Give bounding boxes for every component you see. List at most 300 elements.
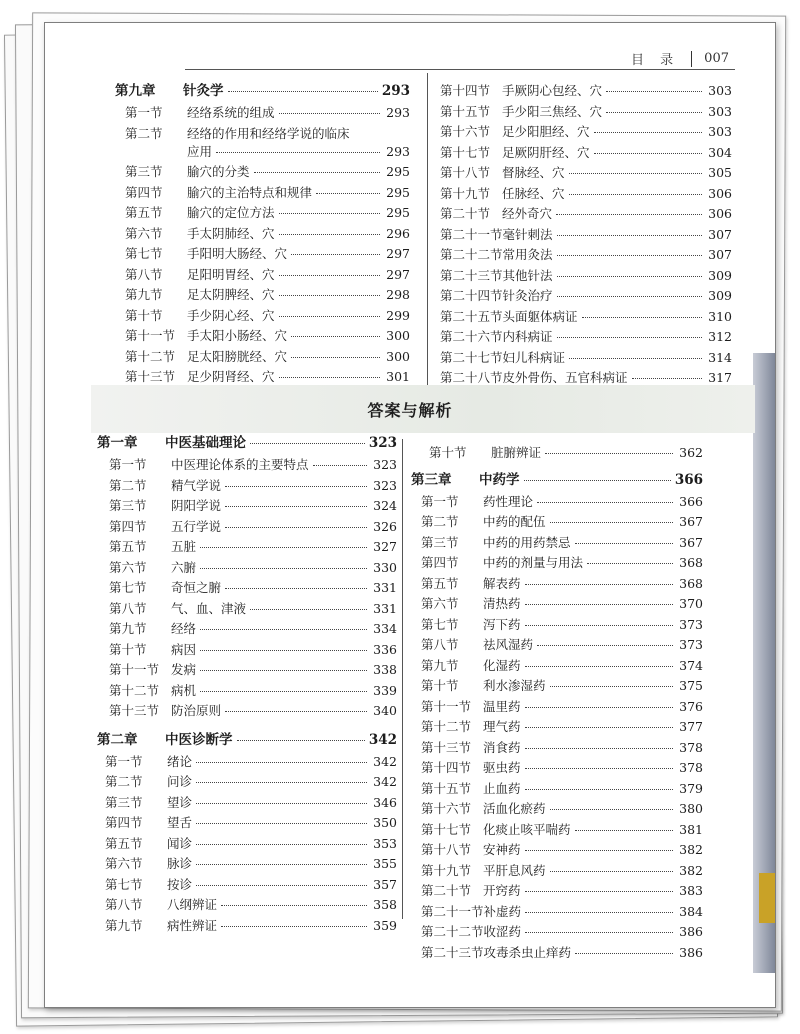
section-title: 攻毒杀虫止痒药 bbox=[483, 944, 572, 960]
section-page: 336 bbox=[373, 641, 397, 657]
leader-dots bbox=[228, 91, 378, 92]
section-page: 301 bbox=[386, 369, 410, 384]
section-title: 经络 bbox=[171, 621, 197, 636]
section-title: 妇儿科病证 bbox=[502, 349, 566, 365]
section-title: 中药的配伍 bbox=[483, 514, 546, 529]
section-title: 内科病证 bbox=[502, 329, 553, 344]
chapter-number: 第一章 bbox=[97, 435, 138, 451]
section-number: 第一节 bbox=[421, 493, 459, 509]
chapter-title: 中药学 bbox=[479, 471, 520, 488]
leader-dots bbox=[196, 762, 367, 763]
section-title: 其他针法 bbox=[502, 267, 553, 283]
section-number: 第十节 bbox=[109, 641, 147, 657]
toc-entry[interactable] bbox=[125, 183, 410, 204]
section-page: 383 bbox=[679, 883, 703, 898]
header-separator bbox=[691, 51, 692, 67]
toc-entry[interactable] bbox=[109, 660, 397, 681]
section-number: 第四节 bbox=[109, 518, 147, 534]
toc-chapter-entry[interactable] bbox=[411, 468, 703, 492]
section-number: 第七节 bbox=[421, 616, 459, 632]
section-page: 303 bbox=[708, 83, 732, 98]
section-number: 第七节 bbox=[109, 580, 147, 595]
section-title: 经外奇穴 bbox=[502, 206, 553, 221]
toc-entry[interactable] bbox=[421, 656, 703, 677]
toc-column-top-left bbox=[115, 79, 410, 408]
toc-entry[interactable] bbox=[109, 681, 397, 702]
column-divider bbox=[402, 439, 403, 919]
section-number: 第八节 bbox=[109, 600, 147, 616]
leader-dots bbox=[575, 543, 673, 544]
toc-column-bottom-right bbox=[411, 443, 703, 963]
page-edge-strip bbox=[753, 353, 775, 973]
section-title: 奇恒之腑 bbox=[171, 580, 222, 595]
section-number: 第二节 bbox=[125, 125, 163, 141]
toc-entry[interactable] bbox=[421, 922, 703, 943]
leader-dots bbox=[594, 153, 702, 154]
toc-entry[interactable] bbox=[421, 676, 703, 697]
section-number: 第九节 bbox=[125, 287, 163, 302]
toc-entry[interactable] bbox=[421, 574, 703, 595]
section-title: 六腑 bbox=[171, 559, 197, 575]
section-title: 望诊 bbox=[167, 794, 193, 810]
leader-dots bbox=[575, 953, 673, 954]
toc-entry[interactable] bbox=[125, 162, 410, 183]
leader-dots bbox=[221, 905, 367, 906]
leader-dots bbox=[606, 112, 702, 113]
toc-entry[interactable] bbox=[125, 347, 410, 368]
toc-entry[interactable] bbox=[440, 81, 732, 102]
section-number: 第十五节 bbox=[421, 780, 472, 796]
leader-dots bbox=[225, 506, 367, 507]
toc-entry[interactable] bbox=[109, 496, 397, 517]
leader-dots bbox=[225, 527, 367, 528]
toc-entry[interactable] bbox=[440, 204, 732, 225]
toc-entry[interactable] bbox=[421, 512, 703, 533]
section-page: 323 bbox=[373, 457, 397, 472]
leader-dots bbox=[279, 213, 380, 214]
toc-chapter-entry[interactable] bbox=[97, 431, 397, 455]
section-number: 第六节 bbox=[109, 559, 147, 575]
section-page: 374 bbox=[679, 657, 703, 673]
section-title: 常用灸法 bbox=[502, 247, 553, 262]
toc-entry[interactable] bbox=[421, 799, 703, 820]
section-page: 338 bbox=[373, 662, 397, 677]
section-number: 第十二节 bbox=[125, 348, 176, 364]
section-title: 毫针刺法 bbox=[502, 226, 553, 242]
toc-entry[interactable] bbox=[440, 163, 732, 184]
chapter-number: 第二章 bbox=[97, 731, 138, 748]
section-page: 300 bbox=[386, 348, 410, 364]
section-page: 307 bbox=[708, 247, 732, 262]
leader-dots bbox=[569, 358, 702, 359]
section-number: 第六节 bbox=[421, 596, 459, 611]
section-number: 第十六节 bbox=[421, 801, 472, 816]
section-number: 第十二节 bbox=[421, 719, 472, 734]
section-number: 第四节 bbox=[105, 815, 143, 830]
section-title: 足少阳胆经、穴 bbox=[502, 124, 590, 139]
toc-entry[interactable] bbox=[109, 476, 397, 497]
section-title: 泻下药 bbox=[483, 616, 521, 632]
toc-entry[interactable] bbox=[421, 697, 703, 718]
leader-dots bbox=[279, 275, 380, 276]
section-page: 309 bbox=[708, 288, 732, 303]
section-number: 第十四节 bbox=[440, 83, 491, 98]
leader-dots bbox=[575, 830, 673, 831]
leader-dots bbox=[279, 295, 380, 296]
toc-entry[interactable] bbox=[421, 881, 703, 902]
section-number: 第三节 bbox=[109, 498, 147, 513]
section-title: 腧穴的分类 bbox=[187, 164, 250, 179]
leader-dots bbox=[316, 193, 380, 194]
toc-entry[interactable] bbox=[125, 326, 410, 347]
leader-dots bbox=[582, 317, 702, 318]
section-number: 第十六节 bbox=[440, 124, 491, 139]
section-page: 310 bbox=[708, 308, 732, 324]
section-number: 第十九节 bbox=[440, 185, 491, 201]
section-title: 足少阴肾经、穴 bbox=[187, 369, 275, 384]
section-title: 温里药 bbox=[483, 698, 521, 714]
section-page: 359 bbox=[373, 917, 397, 933]
section-title: 手太阳小肠经、穴 bbox=[187, 328, 288, 343]
toc-entry[interactable] bbox=[105, 916, 397, 937]
section-title: 手厥阴心包经、穴 bbox=[502, 83, 603, 98]
toc-entry[interactable] bbox=[125, 224, 410, 245]
leader-dots bbox=[525, 748, 673, 749]
section-number: 第四节 bbox=[421, 555, 459, 570]
section-page: 382 bbox=[679, 862, 703, 878]
toc-entry[interactable] bbox=[105, 854, 397, 875]
section-number: 第二十七节 bbox=[440, 349, 503, 365]
leader-dots bbox=[525, 584, 673, 585]
section-number: 第十七节 bbox=[421, 821, 472, 837]
section-page: 357 bbox=[373, 876, 397, 892]
section-title: 化湿药 bbox=[483, 657, 521, 673]
chapter-page: 293 bbox=[381, 83, 410, 99]
section-number: 第九节 bbox=[109, 621, 147, 636]
toc-entry[interactable] bbox=[109, 599, 397, 620]
section-number: 第三节 bbox=[125, 164, 163, 179]
leader-dots bbox=[557, 255, 702, 256]
section-page: 376 bbox=[679, 698, 703, 714]
section-title: 绪论 bbox=[167, 753, 193, 769]
section-title: 安神药 bbox=[483, 842, 521, 857]
leader-dots bbox=[225, 486, 367, 487]
section-number: 第十二节 bbox=[109, 682, 160, 698]
section-title: 平肝息风药 bbox=[483, 862, 546, 878]
section-page: 295 bbox=[386, 205, 410, 220]
section-page: 295 bbox=[386, 164, 410, 179]
toc-entry[interactable] bbox=[421, 943, 703, 964]
section-page: 375 bbox=[679, 678, 703, 693]
toc-entry[interactable] bbox=[421, 902, 703, 923]
section-number: 第二十六节 bbox=[440, 329, 503, 344]
toc-entry[interactable] bbox=[411, 443, 703, 464]
toc-entry[interactable] bbox=[109, 619, 397, 640]
toc-entry[interactable] bbox=[109, 578, 397, 599]
section-number: 第十九节 bbox=[421, 862, 472, 878]
toc-entry[interactable] bbox=[421, 820, 703, 841]
leader-dots bbox=[291, 336, 380, 337]
section-page: 297 bbox=[386, 266, 410, 282]
leader-dots bbox=[196, 803, 367, 804]
section-title: 经络的作用和经络学说的临床 bbox=[187, 125, 350, 141]
section-number: 第四节 bbox=[125, 184, 163, 200]
section-title: 药性理论 bbox=[483, 493, 534, 509]
leader-dots bbox=[313, 465, 367, 466]
section-title: 任脉经、穴 bbox=[502, 185, 565, 201]
leader-dots bbox=[525, 891, 673, 892]
section-title: 脉诊 bbox=[167, 856, 193, 871]
leader-dots bbox=[200, 670, 367, 671]
section-page: 339 bbox=[373, 682, 397, 698]
section-number: 第十一节 bbox=[109, 662, 160, 677]
toc-entry[interactable] bbox=[440, 184, 732, 205]
section-number: 第五节 bbox=[125, 205, 163, 220]
section-title: 闻诊 bbox=[167, 835, 193, 851]
section-page: 296 bbox=[386, 225, 410, 241]
toc-entry[interactable] bbox=[105, 752, 397, 773]
toc-entry[interactable] bbox=[105, 772, 397, 793]
header-page-number: 007 bbox=[704, 51, 729, 66]
toc-entry[interactable] bbox=[440, 122, 732, 143]
section-page: 300 bbox=[386, 328, 410, 343]
section-page: 386 bbox=[679, 924, 703, 939]
section-number: 第八节 bbox=[105, 897, 143, 912]
leader-dots bbox=[545, 453, 673, 454]
section-page: 377 bbox=[679, 719, 703, 734]
leader-dots bbox=[557, 337, 702, 338]
section-number: 第十三节 bbox=[125, 369, 176, 384]
section-number: 第二十一节 bbox=[440, 226, 503, 242]
leader-dots bbox=[250, 609, 367, 610]
leader-dots bbox=[525, 604, 673, 605]
toc-entry[interactable] bbox=[109, 455, 397, 476]
section-title: 针灸治疗 bbox=[502, 288, 553, 303]
section-page: 368 bbox=[679, 555, 703, 570]
section-number: 第十五节 bbox=[440, 103, 491, 119]
toc-entry[interactable] bbox=[421, 738, 703, 759]
section-title: 足太阳膀胱经、穴 bbox=[187, 348, 288, 364]
section-page: 340 bbox=[373, 703, 397, 718]
toc-entry[interactable] bbox=[440, 348, 732, 369]
toc-entry[interactable] bbox=[125, 285, 410, 306]
toc-entry[interactable] bbox=[421, 615, 703, 636]
section-number: 第二节 bbox=[421, 514, 459, 529]
leader-dots bbox=[525, 666, 673, 667]
chapter-number: 第九章 bbox=[115, 83, 156, 99]
section-title: 精气学说 bbox=[171, 477, 222, 493]
section-number: 第二十四节 bbox=[440, 288, 503, 303]
leader-dots bbox=[196, 864, 367, 865]
section-page: 317 bbox=[708, 370, 732, 385]
section-number: 第三节 bbox=[421, 534, 459, 550]
section-page: 327 bbox=[373, 539, 397, 554]
leader-dots bbox=[279, 234, 380, 235]
toc-entry[interactable] bbox=[421, 840, 703, 861]
toc-entry[interactable] bbox=[440, 143, 732, 164]
section-title: 利水渗湿药 bbox=[483, 678, 546, 693]
toc-entry[interactable] bbox=[105, 813, 397, 834]
section-title: 驱虫药 bbox=[483, 760, 521, 775]
section-page: 326 bbox=[373, 518, 397, 534]
section-page: 380 bbox=[679, 801, 703, 816]
toc-entry[interactable] bbox=[125, 203, 410, 224]
section-page: 314 bbox=[708, 349, 732, 365]
section-title: 按诊 bbox=[167, 876, 193, 892]
leader-dots bbox=[196, 823, 367, 824]
section-page: 373 bbox=[679, 616, 703, 632]
section-number: 第二十三节 bbox=[421, 944, 484, 960]
toc-entry[interactable] bbox=[440, 102, 732, 123]
section-title: 中药的剂量与用法 bbox=[483, 555, 584, 570]
chapter-title: 中医基础理论 bbox=[165, 435, 246, 451]
section-title: 清热药 bbox=[483, 596, 521, 611]
leader-dots bbox=[279, 316, 380, 317]
toc-entry[interactable] bbox=[421, 635, 703, 656]
toc-entry[interactable] bbox=[421, 533, 703, 554]
leader-dots bbox=[550, 809, 673, 810]
toc-entry[interactable] bbox=[125, 103, 410, 124]
chapter-page: 366 bbox=[674, 471, 703, 488]
toc-entry[interactable] bbox=[125, 244, 410, 265]
toc-entry[interactable] bbox=[109, 640, 397, 661]
section-title: 足阳明胃经、穴 bbox=[187, 266, 275, 282]
toc-entry[interactable] bbox=[125, 306, 410, 327]
section-title: 问诊 bbox=[167, 774, 193, 789]
toc-entry[interactable] bbox=[421, 779, 703, 800]
toc-entry[interactable] bbox=[125, 124, 410, 142]
section-page: 386 bbox=[679, 944, 703, 960]
section-title: 中医理论体系的主要特点 bbox=[171, 457, 309, 472]
leader-dots bbox=[200, 629, 367, 630]
section-page: 303 bbox=[708, 103, 732, 119]
section-page: 367 bbox=[679, 534, 703, 550]
toc-entry[interactable] bbox=[109, 558, 397, 579]
leader-dots bbox=[200, 547, 367, 548]
section-number: 第二十节 bbox=[440, 206, 491, 221]
section-page: 330 bbox=[373, 559, 397, 575]
leader-dots bbox=[216, 152, 380, 153]
toc-entry[interactable] bbox=[440, 307, 732, 328]
toc-chapter-entry[interactable] bbox=[115, 79, 410, 103]
section-number: 第八节 bbox=[125, 266, 163, 282]
section-page: 298 bbox=[386, 287, 410, 302]
toc-entry[interactable] bbox=[440, 245, 732, 266]
toc-entry[interactable] bbox=[109, 701, 397, 722]
section-page: 350 bbox=[373, 815, 397, 830]
section-number: 第十一节 bbox=[421, 698, 472, 714]
section-number: 第十三节 bbox=[421, 739, 472, 755]
leader-dots bbox=[196, 782, 367, 783]
section-page: 303 bbox=[708, 124, 732, 139]
header-rule bbox=[185, 69, 735, 70]
section-number: 第二十二节 bbox=[421, 924, 484, 939]
section-title: 开窍药 bbox=[483, 883, 521, 898]
leader-dots bbox=[200, 568, 367, 569]
toc-entry[interactable] bbox=[109, 517, 397, 538]
toc-entry[interactable] bbox=[421, 717, 703, 738]
leader-dots bbox=[250, 443, 365, 444]
section-page: 379 bbox=[679, 780, 703, 796]
toc-entry[interactable] bbox=[421, 861, 703, 882]
toc-entry[interactable] bbox=[421, 758, 703, 779]
section-title: 阴阳学说 bbox=[171, 498, 222, 513]
toc-chapter-entry[interactable] bbox=[97, 728, 397, 752]
leader-dots bbox=[221, 926, 367, 927]
section-title: 经络系统的组成 bbox=[187, 105, 275, 120]
section-title: 手少阴心经、穴 bbox=[187, 307, 275, 323]
section-number: 第十节 bbox=[429, 445, 467, 460]
leader-dots bbox=[237, 740, 365, 741]
toc-entry[interactable] bbox=[440, 225, 732, 246]
section-number: 第十节 bbox=[421, 678, 459, 693]
section-page: 368 bbox=[679, 575, 703, 591]
toc-column-bottom-left bbox=[97, 431, 397, 936]
toc-entry[interactable] bbox=[109, 537, 397, 558]
toc-entry[interactable] bbox=[440, 327, 732, 348]
chapter-title: 中医诊断学 bbox=[165, 731, 233, 748]
section-title: 气、血、津液 bbox=[171, 600, 247, 616]
section-title: 腧穴的主治特点和规律 bbox=[187, 184, 313, 200]
leader-dots bbox=[557, 296, 702, 297]
section-title: 祛风湿药 bbox=[483, 637, 534, 652]
section-number: 第二节 bbox=[109, 477, 147, 493]
section-title-continued: 应用 bbox=[187, 143, 213, 159]
section-title: 收涩药 bbox=[483, 924, 522, 939]
toc-entry[interactable] bbox=[125, 265, 410, 286]
section-page: 331 bbox=[373, 580, 397, 595]
toc-entry[interactable] bbox=[421, 492, 703, 513]
toc-entry-continuation[interactable] bbox=[125, 142, 410, 163]
toc-entry[interactable] bbox=[105, 895, 397, 916]
section-page: 324 bbox=[373, 498, 397, 513]
toc-entry[interactable] bbox=[421, 553, 703, 574]
section-page: 355 bbox=[373, 856, 397, 871]
toc-entry[interactable] bbox=[440, 266, 732, 287]
section-title: 八纲辨证 bbox=[167, 897, 218, 912]
section-title: 皮外骨伤、五官科病证 bbox=[502, 370, 628, 385]
section-number: 第三节 bbox=[105, 794, 143, 810]
section-number: 第十节 bbox=[125, 307, 163, 323]
leader-dots bbox=[525, 768, 673, 769]
chapter-title: 针灸学 bbox=[183, 83, 224, 99]
toc-entry[interactable] bbox=[105, 834, 397, 855]
section-number: 第五节 bbox=[105, 835, 143, 851]
section-title: 脏腑辨证 bbox=[491, 445, 542, 460]
section-title: 病机 bbox=[171, 682, 197, 698]
toc-entry[interactable] bbox=[105, 793, 397, 814]
section-title: 补虚药 bbox=[483, 903, 522, 919]
leader-dots bbox=[550, 522, 673, 523]
toc-entry[interactable] bbox=[421, 594, 703, 615]
section-title: 五行学说 bbox=[171, 518, 222, 534]
section-number: 第二十五节 bbox=[440, 308, 503, 324]
section-page: 297 bbox=[386, 246, 410, 261]
toc-entry[interactable] bbox=[440, 286, 732, 307]
section-title: 发病 bbox=[171, 662, 197, 677]
toc-entry[interactable] bbox=[105, 875, 397, 896]
section-number: 第二十三节 bbox=[440, 267, 503, 283]
section-page: 370 bbox=[679, 596, 703, 611]
section-title: 消食药 bbox=[483, 739, 521, 755]
section-page: 323 bbox=[373, 477, 397, 493]
section-title: 化痰止咳平喘药 bbox=[483, 821, 571, 837]
leader-dots bbox=[525, 850, 673, 851]
leader-dots bbox=[632, 378, 702, 379]
section-title: 防治原则 bbox=[171, 703, 222, 718]
section-number: 第十一节 bbox=[125, 328, 176, 343]
section-number: 第五节 bbox=[421, 575, 459, 591]
